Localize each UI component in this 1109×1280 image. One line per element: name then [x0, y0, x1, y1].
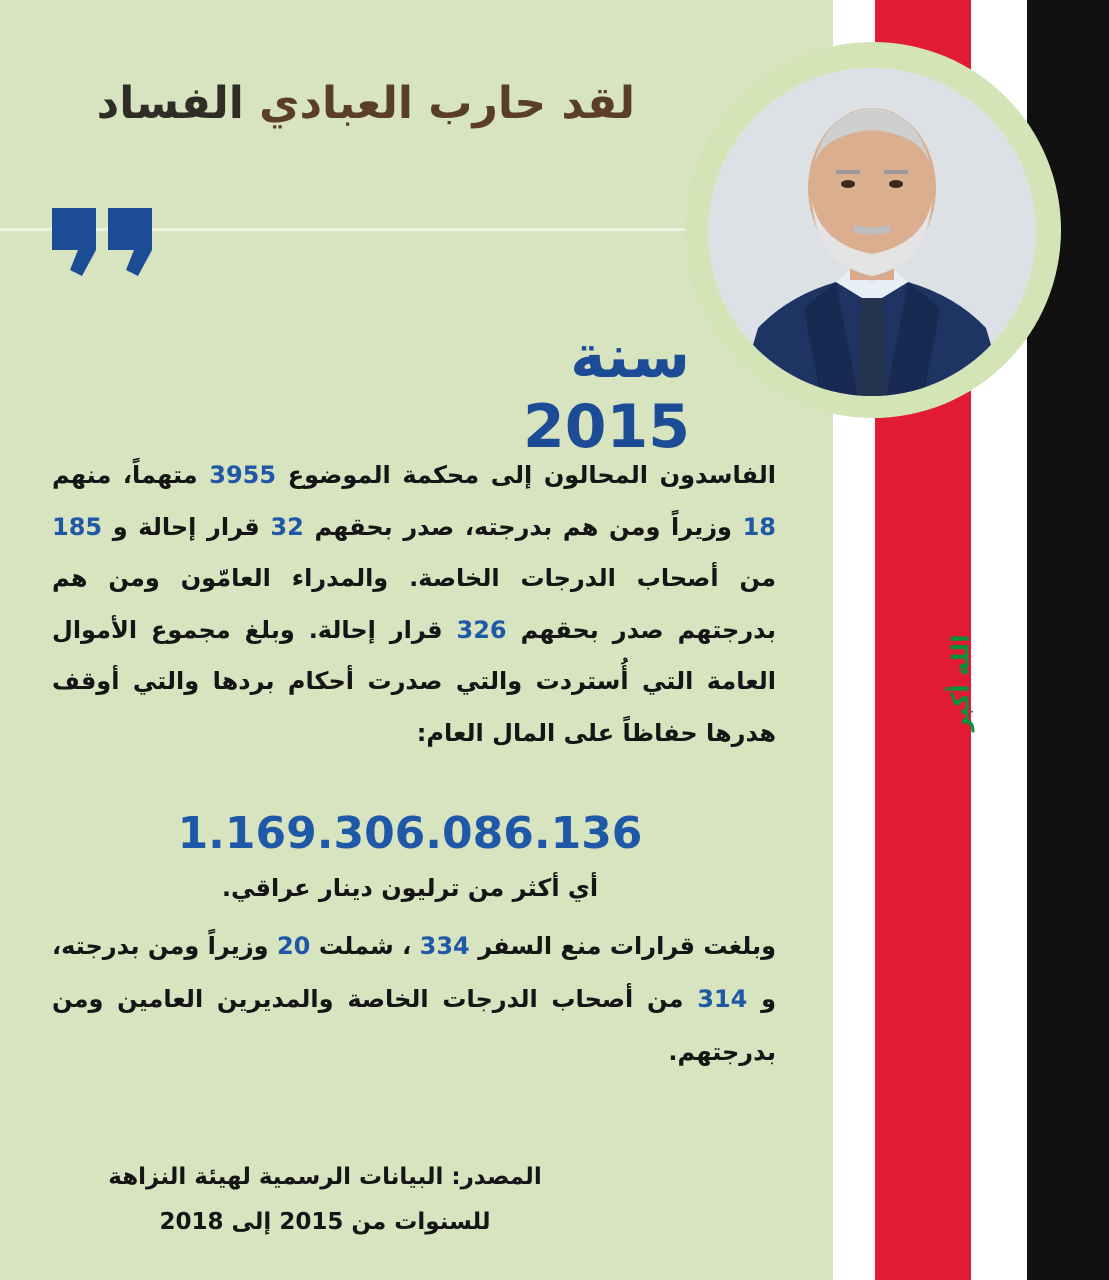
corruption-referrals-paragraph: الفاسدون المحالون إلى محكمة الموضوع 3955 متهماً، منهم 18 وزيراً ومن هم بدرجته، صدر بحقهم 32 قرار إحالة و 185 من أصحاب الدرجات الخاصة. والمدراء العامّون ومن هم بدرجتهم صدر بحقهم 326 قرار إحالة. وبلغ مجموع الأموال العامة التي أُستردت والتي صدرت أحكام بردها والتي أوقف هدرها حفاظاً على المال العام: [52, 461, 777, 747]
source-line-2: للسنوات من 2015 إلى 2018 [159, 1209, 491, 1235]
stat-director-referrals: 326 [456, 615, 507, 644]
year-heading: سنة 2015 [523, 322, 690, 462]
title-suffix: الفساد [96, 78, 244, 129]
stat-special-grades: 185 [52, 512, 103, 541]
stat-banned-special-grades: 314 [697, 985, 748, 1013]
recovered-funds-amount: 1.169.306.086.136 [177, 808, 643, 859]
stat-ministers: 18 [742, 512, 776, 541]
stat-banned-ministers: 20 [276, 932, 311, 960]
flag-takbir-inscription: الله أكبر [946, 634, 975, 732]
stat-travel-bans: 334 [419, 932, 470, 960]
portrait-illustration [708, 68, 1036, 396]
closing-quote-icon [50, 200, 154, 280]
travel-ban-paragraph: وبلغت قرارات منع السفر 334 ، شملت 20 وزيراً ومن بدرجته، و 314 من أصحاب الدرجات الخاصة والمديرين العامين ومن بدرجتهم. [52, 932, 777, 1066]
stat-defendants: 3955 [209, 461, 277, 489]
page-title [40, 78, 635, 129]
title-prefix: لقد حارب العبادي [259, 78, 635, 129]
recovered-funds-note: أي أكثر من ترليون دينار عراقي. [221, 874, 599, 902]
portrait-photo [708, 68, 1036, 396]
source-credit [70, 1155, 580, 1245]
source-line-1: المصدر: البيانات الرسمية لهيئة النزاهة [108, 1164, 542, 1190]
stat-minister-referrals: 32 [270, 512, 304, 541]
